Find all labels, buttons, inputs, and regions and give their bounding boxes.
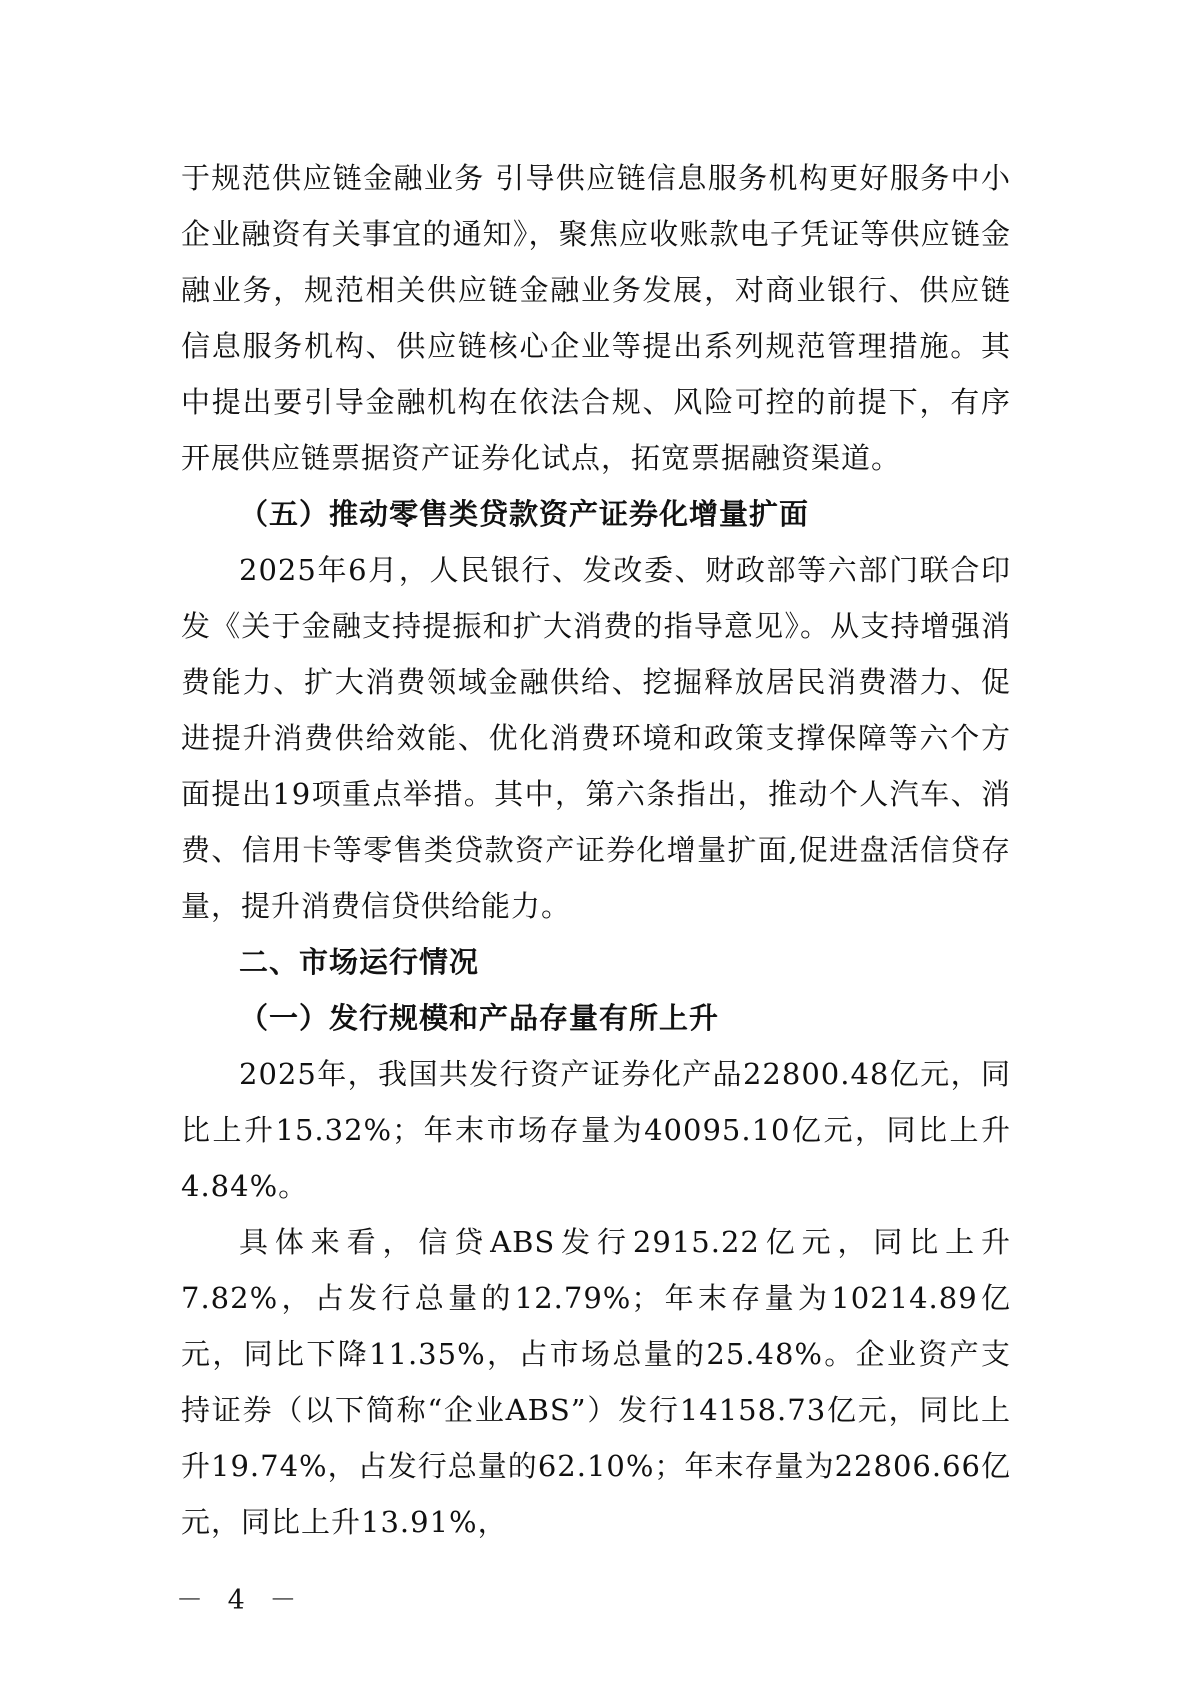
document-body [181, 150, 1011, 1550]
paragraph-issuance-total: 2025年，我国共发行资产证券化产品22800.48亿元，同比上升15.32%；年末市场存量为40095.10亿元，同比上升4.84%。 [181, 1057, 1011, 1203]
subheading-issuance-scale: （一）发行规模和产品存量有所上升 [239, 1001, 720, 1035]
subheading-retail-loan-abs: （五）推动零售类贷款资产证券化增量扩面 [239, 497, 810, 531]
paragraph-issuance-breakdown: 具体来看，信贷ABS发行2915.22亿元，同比上升7.82%，占发行总量的12.79%；年末存量为10214.89亿元，同比下降11.35%，占市场总量的25.48%。企业资产支持证券（以下简称“企业ABS”）发行14158.73亿元，同比上升19.74%，占发行总量的62.10%；年末存量为22806.66亿元，同比上升13.91%， [181, 1225, 1011, 1539]
paragraph-consumption-guidance: 2025年6月，人民银行、发改委、财政部等六部门联合印发《关于金融支持提振和扩大消费的指导意见》。从支持增强消费能力、扩大消费领域金融供给、挖掘释放居民消费潜力、促进提升消费供给效能、优化消费环境和政策支撑保障等六个方面提出19项重点举措。其中，第六条指出，推动个人汽车、消费、信用卡等零售类贷款资产证券化增量扩面,促进盘活信贷存量，提升消费信贷供给能力。 [181, 553, 1011, 923]
heading-market-operation: 二、市场运行情况 [239, 945, 480, 979]
page-number: － 4 － [176, 1585, 305, 1616]
paragraph-supply-chain-notice: 于规范供应链金融业务 引导供应链信息服务机构更好服务中小企业融资有关事宜的通知》，聚焦应收账款电子凭证等供应链金融业务，规范相关供应链金融业务发展，对商业银行、供应链信息服务机构、供应链核心企业等提出系列规范管理措施。其中提出要引导金融机构在依法合规、风险可控的前提下，有序开展供应链票据资产证券化试点，拓宽票据融资渠道。 [181, 161, 1011, 475]
